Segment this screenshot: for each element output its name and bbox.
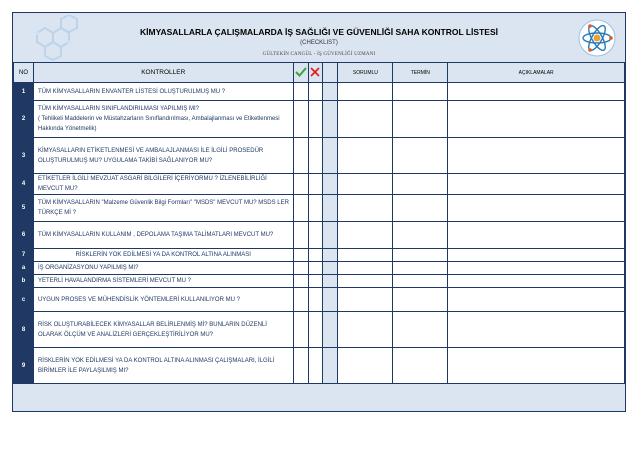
spacer-cell [323, 101, 338, 138]
sorumlu-cell[interactable] [338, 275, 393, 288]
spacer-cell [323, 262, 338, 275]
col-aciklamalar: AÇIKLAMALAR [448, 63, 625, 83]
yes-checkbox[interactable] [293, 275, 308, 288]
row-number: 5 [14, 195, 34, 222]
spacer-cell [323, 312, 338, 348]
aciklama-cell[interactable] [448, 249, 625, 262]
table-row [14, 312, 625, 348]
spacer-cell [323, 174, 338, 195]
table-row [14, 138, 625, 174]
yes-checkbox[interactable] [293, 262, 308, 275]
no-checkbox[interactable] [308, 249, 323, 262]
termin-cell[interactable] [393, 138, 448, 174]
sorumlu-cell[interactable] [338, 348, 393, 384]
row-number: 3 [14, 138, 34, 174]
sorumlu-cell[interactable] [338, 262, 393, 275]
yes-checkbox[interactable] [293, 138, 308, 174]
row-number: 9 [14, 348, 34, 384]
sorumlu-cell[interactable] [338, 312, 393, 348]
checklist-table [13, 62, 625, 384]
sorumlu-cell[interactable] [338, 195, 393, 222]
col-yes [293, 63, 308, 83]
aciklama-cell[interactable] [448, 262, 625, 275]
termin-cell[interactable] [393, 174, 448, 195]
no-checkbox[interactable] [308, 275, 323, 288]
yes-checkbox[interactable] [293, 195, 308, 222]
no-checkbox[interactable] [308, 312, 323, 348]
table-row [14, 83, 625, 101]
spacer-cell [323, 288, 338, 312]
no-checkbox[interactable] [308, 83, 323, 101]
no-checkbox[interactable] [308, 262, 323, 275]
sorumlu-cell[interactable] [338, 138, 393, 174]
aciklama-cell[interactable] [448, 275, 625, 288]
spacer-cell [323, 195, 338, 222]
atom-logo [578, 19, 616, 57]
table-row [14, 288, 625, 312]
control-question: YETERLİ HAVALANDIRMA SİSTEMLERİ MEVCUT MU ? [33, 275, 293, 288]
no-checkbox[interactable] [308, 222, 323, 249]
sorumlu-cell[interactable] [338, 101, 393, 138]
aciklama-cell[interactable] [448, 195, 625, 222]
spacer-cell [323, 275, 338, 288]
row-number: 2 [14, 101, 34, 138]
spacer-cell [323, 138, 338, 174]
control-question: RİSKLERİN YOK EDİLMESİ YA DA KONTROL ALTINA ALINMASI ÇALIŞMALARI, İLGİLİ BİRİMLER İLE PAYLAŞILMIŞ MI? [33, 348, 293, 384]
yes-checkbox[interactable] [293, 312, 308, 348]
aciklama-cell[interactable] [448, 83, 625, 101]
yes-checkbox[interactable] [293, 222, 308, 249]
control-question: TÜM KİMYASALLARIN ENVANTER LİSTESİ OLUŞTURULMUŞ MU ? [33, 83, 293, 101]
control-question: İŞ ORGANİZASYONU YAPILMIŞ MI? [33, 262, 293, 275]
col-no-mark [308, 63, 323, 83]
termin-cell[interactable] [393, 275, 448, 288]
row-number: 1 [14, 83, 34, 101]
table-row [14, 195, 625, 222]
table-row [14, 348, 625, 384]
row-number: 7 [14, 249, 34, 262]
spacer-cell [323, 222, 338, 249]
header-banner [13, 13, 625, 61]
sorumlu-cell[interactable] [338, 249, 393, 262]
table-row [14, 262, 625, 275]
yes-checkbox[interactable] [293, 83, 308, 101]
control-question: UYGUN PROSES VE MÜHENDİSLİK YÖNTEMLERİ KULLANILIYOR MU ? [33, 288, 293, 312]
control-question: ETİKETLER İLGİLİ MEVZUAT ASGARİ BİLGİLERİ İÇERİYORMU ? İZLENEBİLİRLİĞİ MEVCUT MU? [33, 174, 293, 195]
col-sorumlu: SORUMLU [338, 63, 393, 83]
col-termin: TERMİN [393, 63, 448, 83]
header-row [14, 63, 625, 83]
termin-cell[interactable] [393, 262, 448, 275]
row-number: a [14, 262, 34, 275]
yes-checkbox[interactable] [293, 249, 308, 262]
sorumlu-cell[interactable] [338, 288, 393, 312]
aciklama-cell[interactable] [448, 222, 625, 249]
yes-checkbox[interactable] [293, 288, 308, 312]
no-checkbox[interactable] [308, 138, 323, 174]
checklist-body [14, 83, 625, 384]
checklist-sheet [12, 12, 626, 412]
table-row [14, 249, 625, 262]
yes-checkbox[interactable] [293, 348, 308, 384]
aciklama-cell[interactable] [448, 101, 625, 138]
aciklama-cell[interactable] [448, 138, 625, 174]
termin-cell[interactable] [393, 195, 448, 222]
table-row [14, 101, 625, 138]
row-number: 4 [14, 174, 34, 195]
termin-cell[interactable] [393, 288, 448, 312]
aciklama-cell[interactable] [448, 312, 625, 348]
control-question: TÜM KİMYASALLARIN KULLANIM , DEPOLAMA TAŞIMA TALİMATLARI MEVCUT MU? [33, 222, 293, 249]
sorumlu-cell[interactable] [338, 174, 393, 195]
spacer-cell [323, 348, 338, 384]
termin-cell[interactable] [393, 83, 448, 101]
no-checkbox[interactable] [308, 195, 323, 222]
no-checkbox[interactable] [308, 174, 323, 195]
termin-cell[interactable] [393, 348, 448, 384]
control-question: TÜM KİMYASALLARIN SINIFLANDIRILMASI YAPILMIŞ MI? ( Tehlikeli Maddelerin ve Müstahzarların Sınıflandırılması, Ambalajlanması ve Etiketlenmesi Hakkında Yönetmelik) [33, 101, 293, 138]
control-question: RİSKLERİN YOK EDİLMESİ YA DA KONTROL ALTINA ALINMASI [33, 249, 293, 262]
molecule-logo [27, 15, 87, 61]
aciklama-cell[interactable] [448, 288, 625, 312]
row-number: 8 [14, 312, 34, 348]
aciklama-cell[interactable] [448, 348, 625, 384]
spacer-cell [323, 83, 338, 101]
control-question: KİMYASALLARIN ETİKETLENMESİ VE AMBALAJLANMASI İLE İLGİLİ PROSEDÜR OLUŞTURULMUŞ MU? UYGULAMA TAKİBİ SAĞLANIYOR MU? [33, 138, 293, 174]
col-kontroller: KONTROLLER [33, 63, 293, 83]
no-checkbox[interactable] [308, 101, 323, 138]
termin-cell[interactable] [393, 222, 448, 249]
author-line: GÜLTEKİN CANGÜL - İŞ GÜVENLİĞİ UZMANI [262, 52, 376, 57]
table-row [14, 275, 625, 288]
aciklama-cell[interactable] [448, 174, 625, 195]
check-icon [295, 67, 307, 77]
col-spacer [323, 63, 338, 83]
no-checkbox[interactable] [308, 288, 323, 312]
termin-cell[interactable] [393, 249, 448, 262]
termin-cell[interactable] [393, 312, 448, 348]
control-question: RİSK OLUŞTURABİLECEK KİMYASALLAR BELİRLENMİŞ Mİ? BUNLARIN DÜZENLİ OLARAK ÖLÇÜM VE ANALİZLERİ GERÇEKLEŞTİRİLİYOR MU? [33, 312, 293, 348]
yes-checkbox[interactable] [293, 174, 308, 195]
spacer-cell [323, 249, 338, 262]
row-number: b [14, 275, 34, 288]
sorumlu-cell[interactable] [338, 222, 393, 249]
table-row [14, 174, 625, 195]
sorumlu-cell[interactable] [338, 83, 393, 101]
row-number: 6 [14, 222, 34, 249]
cross-icon [310, 67, 320, 77]
row-number: c [14, 288, 34, 312]
yes-checkbox[interactable] [293, 101, 308, 138]
col-no: NO [14, 63, 34, 83]
control-question: TÜM KİMYASALLARIN "Malzeme Güvenlik Bilgi Formları" "MSDS" MEVCUT MU? MSDS LER TÜRKÇE Mİ ? [33, 195, 293, 222]
table-row [14, 222, 625, 249]
page-title: KİMYASALLARLA ÇALIŞMALARDA İŞ SAĞLIĞI VE GÜVENLİĞİ SAHA KONTROL LİSTESİ [140, 27, 498, 37]
no-checkbox[interactable] [308, 348, 323, 384]
page-subtitle: (CHECKLIST) [300, 40, 338, 46]
termin-cell[interactable] [393, 101, 448, 138]
